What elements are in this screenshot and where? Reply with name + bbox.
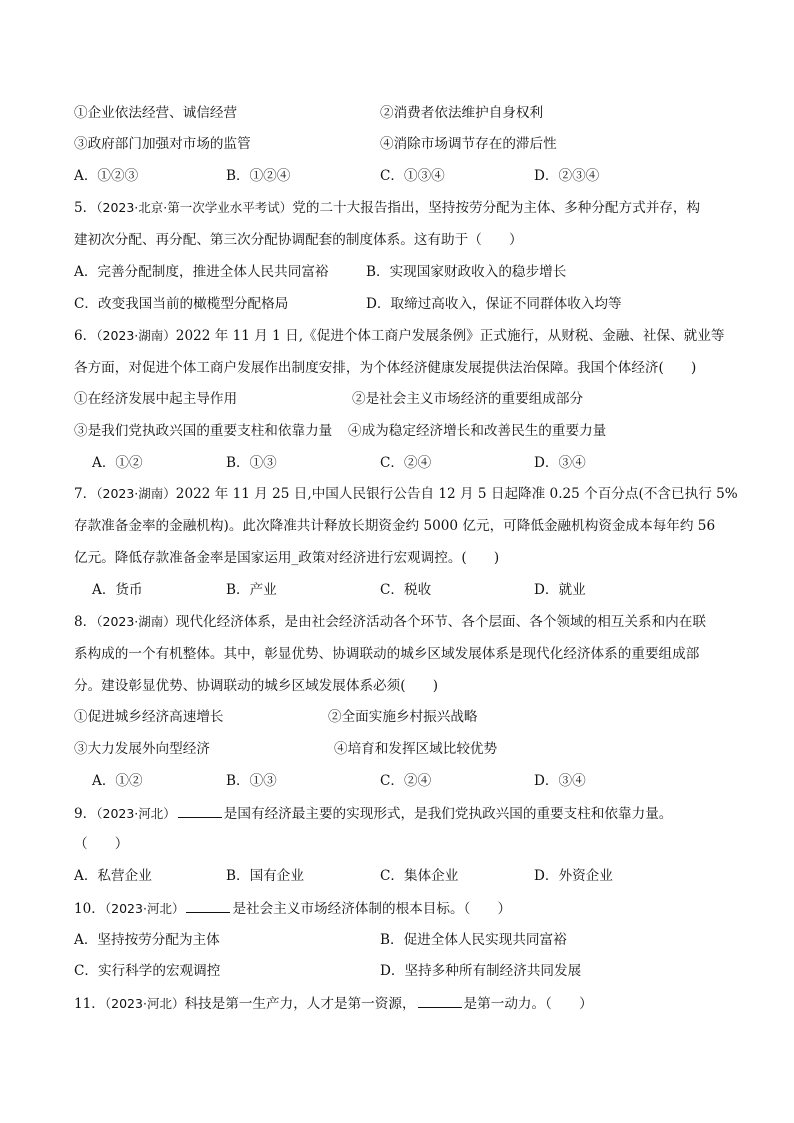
q7-number: 7． bbox=[74, 486, 97, 502]
q8-number: 8． bbox=[74, 614, 97, 630]
q5-source: （2023·北京·第一次学业水平考试） bbox=[96, 200, 293, 215]
prev-item-4: ④消除市场调节存在的滞后性 bbox=[380, 136, 557, 152]
prev-option-a: A．①②③ bbox=[74, 168, 139, 184]
q7-option-a: A．货币 bbox=[92, 582, 143, 598]
q5-stem-2: 建初次分配、再分配、第三次分配协调配套的制度体系。这有助于（ ） bbox=[74, 232, 523, 248]
q7-stem-3: 亿元。降低存款准备金率是国家运用_政策对经济进行宏观调控。( ) bbox=[74, 550, 500, 566]
q5-stem-line-1 bbox=[74, 198, 700, 218]
q8-option-b: B．①③ bbox=[226, 773, 277, 789]
q6-option-b: B．①③ bbox=[226, 455, 277, 471]
prev-item-3: ③政府部门加强对市场的监管 bbox=[74, 136, 251, 152]
q10-number: 10． bbox=[74, 901, 105, 917]
q8-item-4: ④培育和发挥区域比较优势 bbox=[334, 741, 498, 757]
q6-source: （2023·湖南） bbox=[96, 328, 176, 343]
q6-option-d: D．③④ bbox=[534, 455, 586, 471]
q7-source: （2023·湖南） bbox=[96, 486, 176, 501]
q8-item-2: ②全面实施乡村振兴战略 bbox=[328, 709, 478, 725]
q5-option-d: D．取缔过高收入，保证不同群体收入均等 bbox=[366, 296, 622, 312]
q10-option-a: A．坚持按劳分配为主体 bbox=[74, 932, 220, 948]
q5-option-c: C．改变我国当前的橄榄型分配格局 bbox=[74, 296, 289, 312]
q6-item-1: ①在经济发展中起主导作用 bbox=[74, 391, 238, 407]
q6-stem-2: 各方面，对促进个体工商户发展作出制度安排，为个体经济健康发展提供法治保障。我国个体经济( ) bbox=[74, 360, 697, 376]
q8-stem-1: 现代化经济体系，是由社会经济活动各个环节、各个层面、各个领域的相互关系和内在联 bbox=[175, 614, 706, 630]
q5-option-a: A．完善分配制度，推进全体人民共同富裕 bbox=[74, 264, 329, 280]
q6-item-4: ④成为稳定经济增长和改善民生的重要力量 bbox=[348, 423, 607, 439]
prev-item-2: ②消费者依法维护自身权利 bbox=[380, 105, 544, 121]
q8-source: （2023·湖南） bbox=[96, 614, 176, 629]
q7-stem-2: 存款准备金率的金融机构)。此次降准共计释放长期资金约 5000 亿元，可降低金融机构资金成本每年约 56 bbox=[74, 518, 716, 534]
q8-option-d: D．③④ bbox=[534, 773, 586, 789]
q11-number: 11． bbox=[74, 996, 105, 1012]
q10-option-c: C．实行科学的宏观调控 bbox=[74, 963, 221, 979]
q11-source: （2023·河北） bbox=[104, 996, 185, 1011]
q7-stem-1: 2022 年 11 月 25 日,中国人民银行公告自 12 月 5 日起降准 0.25 个百分点(不含已执行 5% bbox=[175, 486, 738, 502]
q8-stem-line-1 bbox=[74, 612, 706, 632]
q5-number: 5． bbox=[74, 200, 97, 216]
q10-source: （2023·河北） bbox=[104, 901, 185, 916]
q8-stem-3: 分。建设彰显优势、协调联动的城乡区域发展体系必须( ) bbox=[74, 678, 439, 694]
q6-option-a: A．①② bbox=[92, 455, 143, 471]
prev-option-c: C．①③④ bbox=[380, 168, 445, 184]
q10-stem-1: 是社会主义市场经济体制的根本目标。（ ） bbox=[232, 901, 512, 917]
q6-stem-1: 2022 年 11 月 1 日,《促进个体工商户发展条例》正式施行，从财税、金融、社保、就业等 bbox=[175, 328, 725, 344]
q7-option-d: D．就业 bbox=[534, 582, 586, 598]
q6-number: 6． bbox=[74, 328, 97, 344]
q7-option-b: B．产业 bbox=[226, 582, 277, 598]
q11-stem-b: 是第一动力。（ ） bbox=[463, 996, 593, 1012]
q9-option-d: D．外资企业 bbox=[534, 868, 613, 884]
q5-option-b: B．实现国家财政收入的稳步增长 bbox=[366, 264, 567, 280]
q6-stem-line-1 bbox=[74, 326, 724, 346]
q9-option-b: B．国有企业 bbox=[226, 868, 304, 884]
q7-option-c: C．税收 bbox=[380, 582, 432, 598]
q9-stem-line-1 bbox=[74, 803, 672, 824]
q6-item-3: ③是我们党执政兴国的重要支柱和依靠力量 bbox=[74, 423, 333, 439]
q8-stem-2: 系构成的一个有机整体。其中，彰显优势、协调联动的城乡区域发展体系是现代化经济体系的重要组成部 bbox=[74, 646, 700, 662]
q10-option-b: B．促进全体人民实现共同富裕 bbox=[380, 932, 567, 948]
q7-stem-line-1 bbox=[74, 484, 738, 504]
q9-number: 9． bbox=[74, 806, 97, 822]
q10-option-d: D．坚持多种所有制经济共同发展 bbox=[380, 963, 582, 979]
q9-stem-1: 是国有经济最主要的实现形式，是我们党执政兴国的重要支柱和依靠力量。 bbox=[223, 806, 673, 822]
q5-stem-1: 党的二十大报告指出，坚持按劳分配为主体、多种分配方式并存，构 bbox=[292, 200, 701, 216]
q9-blank bbox=[178, 803, 222, 818]
q8-option-c: C．②④ bbox=[380, 773, 432, 789]
q11-stem-a: 科技是第一生产力，人才是第一资源， bbox=[184, 996, 416, 1012]
q6-option-c: C．②④ bbox=[380, 455, 432, 471]
q10-stem-line-1 bbox=[74, 898, 511, 919]
q8-option-a: A．①② bbox=[92, 773, 143, 789]
q8-item-1: ①促进城乡经济高速增长 bbox=[74, 709, 224, 725]
prev-option-d: D．②③④ bbox=[534, 168, 600, 184]
prev-item-1: ①企业依法经营、诚信经营 bbox=[74, 105, 238, 121]
q9-option-a: A．私营企业 bbox=[74, 868, 152, 884]
q10-blank bbox=[186, 898, 230, 913]
q6-item-2: ②是社会主义市场经济的重要组成部分 bbox=[352, 391, 584, 407]
q9-option-c: C．集体企业 bbox=[380, 868, 459, 884]
q9-source: （2023·河北） bbox=[96, 806, 176, 821]
q8-item-3: ③大力发展外向型经济 bbox=[74, 741, 210, 757]
q11-stem-line-1 bbox=[74, 993, 593, 1014]
prev-option-b: B．①②④ bbox=[226, 168, 291, 184]
q9-stem-2: （ ） bbox=[74, 836, 129, 852]
q11-blank bbox=[418, 993, 462, 1008]
